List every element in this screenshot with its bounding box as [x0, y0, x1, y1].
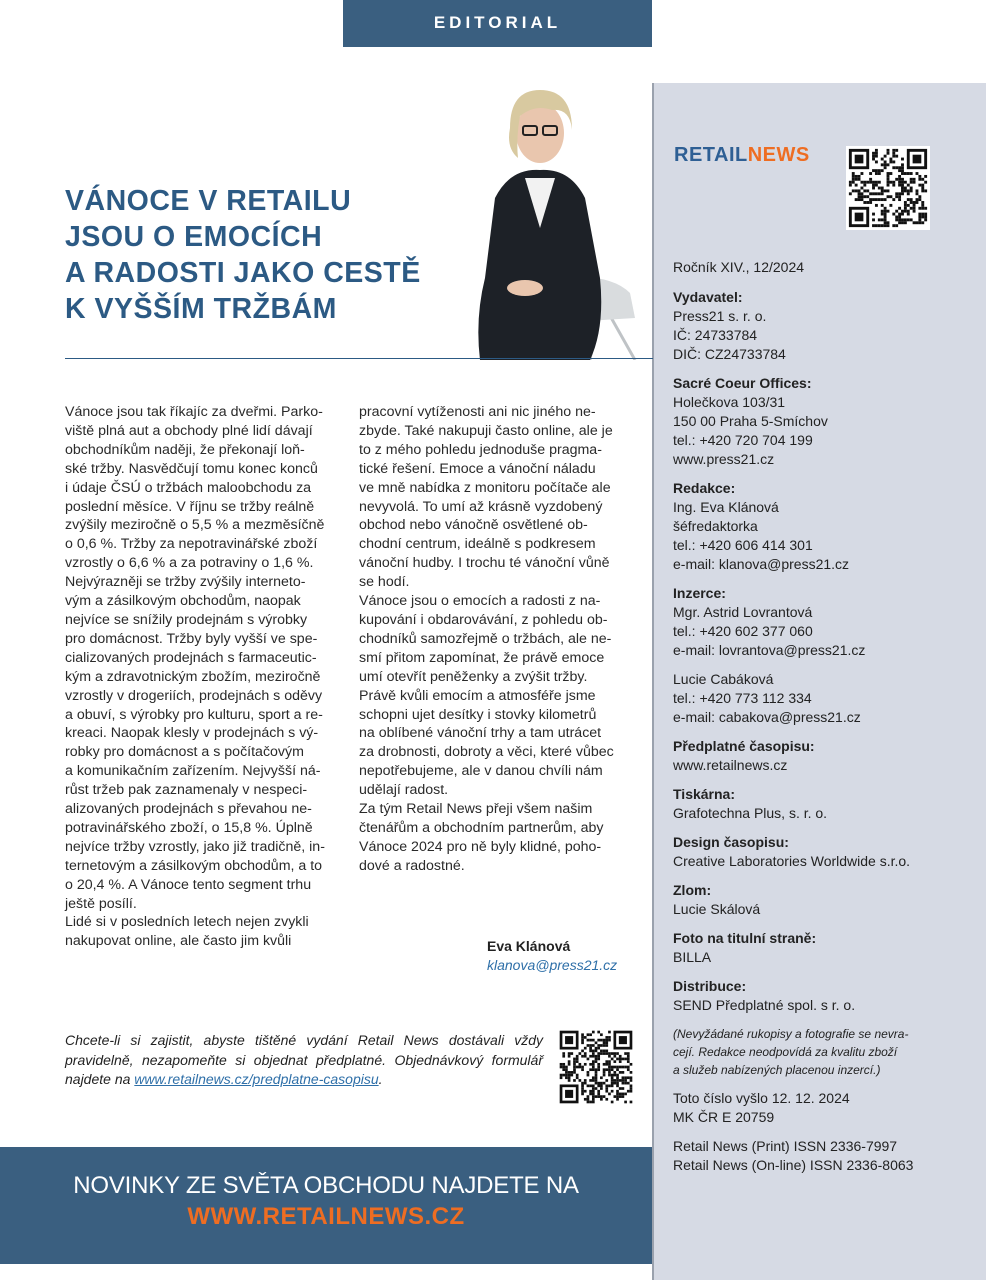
- article-line: alizovaných prodejnách s převahou ne-: [65, 801, 312, 818]
- editorial-line: tel.: +420 606 414 301: [673, 537, 813, 553]
- article-line: kreaci. Naopak klesly v prodejnách s vý-: [65, 725, 319, 742]
- article-line: vánoční hudby. I trochu té vánoční vůně: [359, 555, 610, 572]
- article-line: umí otevřít peněženky a zvýšit tržby.: [359, 668, 588, 685]
- signature-email[interactable]: klanova@press21.cz: [487, 957, 618, 973]
- cover-block: [673, 929, 963, 967]
- ads-line: Lucie Cabáková: [673, 671, 774, 687]
- subscription-notice: [65, 1031, 543, 1090]
- office-line: tel.: +420 720 704 199: [673, 432, 813, 448]
- article-line: obchod nebo vánočně osvětlené ob-: [359, 517, 588, 534]
- subscription-link[interactable]: www.retailnews.cz/predplatne-casopisu: [134, 1071, 379, 1087]
- article-line: zbyde. Také nakupuji často online, ale je: [359, 422, 613, 439]
- article-line: za drobnosti, dobroty a věci, které vůbec: [359, 744, 614, 761]
- title-line: A RADOSTI JAKO CESTĚ: [65, 257, 421, 289]
- editorial-line: Ing. Eva Klánová: [673, 499, 779, 515]
- subscription-label: Předplatné časopisu:: [673, 738, 815, 754]
- editorial-line: šéfredaktorka: [673, 518, 758, 534]
- design-block: [673, 833, 963, 871]
- article-line: nevyvolá. To umí až krásně vyzdobený: [359, 498, 603, 515]
- article-line: dové a radostné.: [359, 857, 465, 874]
- qr-code-subscription: [557, 1028, 635, 1106]
- ads-line: Mgr. Astrid Lovrantová: [673, 604, 813, 620]
- article-line: schopni ujet desítky i stovky kilometrů: [359, 706, 597, 723]
- logo-news: NEWS: [747, 144, 810, 166]
- article-line: tické řešení. Emoce a vánoční náladu: [359, 460, 596, 477]
- issn-block: [673, 1137, 963, 1175]
- article-line: vzrostly v drogeriích, prodejnách s oděvy: [65, 687, 323, 704]
- retail-news-logo: [674, 144, 810, 167]
- author-photo: [440, 78, 640, 360]
- release-line: Toto číslo vyšlo 12. 12. 2024: [673, 1090, 850, 1106]
- article-line: Nejvýrazněji se tržby zvýšily interneto-: [65, 574, 306, 591]
- ads-line[interactable]: e-mail: cabakova@press21.cz: [673, 709, 861, 725]
- article-line: cializovaných prodejnách s farmaceutic-: [65, 649, 317, 666]
- article-line: ve mně nabídka z monitoru počítače ale: [359, 479, 611, 496]
- editorial-block: [673, 479, 963, 574]
- article-line: kupování i obdarovávání, z pohledu ob-: [359, 611, 608, 628]
- ads-line: tel.: +420 773 112 334: [673, 690, 812, 706]
- logo-retail: RETAIL: [674, 144, 748, 166]
- article-line: nejvíce tržby vzrostly, jako již tradičně, in-: [65, 838, 325, 855]
- article-line: a obuví, s výrobky pro kulturu, sport a re-: [65, 706, 323, 723]
- distribution-label: Distribuce:: [673, 978, 747, 994]
- ads-line: tel.: +420 602 377 060: [673, 623, 813, 639]
- publisher-line: Press21 s. r. o.: [673, 308, 767, 324]
- publisher-label: Vydavatel:: [673, 289, 743, 305]
- article-line: Vánoce jsou o emocích a radosti z na-: [359, 593, 601, 610]
- design-label: Design časopisu:: [673, 834, 789, 850]
- article-line: vzrostly o 6,6 % a za potraviny o 1,6 %.: [65, 555, 314, 572]
- article-line: o 20,4 %. A Vánoce tento segment trhu: [65, 876, 312, 893]
- article-line: zvýšily meziročně o 5,5 % a mezměsíčně: [65, 517, 325, 534]
- article-line: pro domácnost. Tržby byly vyšší ve spe-: [65, 630, 318, 647]
- notice-end: .: [378, 1071, 383, 1087]
- subscription-block: [673, 737, 963, 775]
- article-line: viště plná aut a obchody plné lidí dávají: [65, 422, 313, 439]
- title-divider: [65, 358, 653, 359]
- article-line: vým a zásilkovým obchodům, naopak: [65, 593, 301, 610]
- distribution-block: [673, 977, 963, 1015]
- disclaimer-line: a služeb nabízených placenou inzercí.): [673, 1063, 881, 1077]
- ads-line[interactable]: e-mail: lovrantova@press21.cz: [673, 642, 866, 658]
- section-tab: EDITORIAL: [343, 0, 652, 47]
- signature: [487, 937, 617, 975]
- qr-code-masthead: [846, 146, 930, 230]
- article-line: poslední měsíce. V říjnu se tržby reálně: [65, 498, 315, 515]
- article-title: [65, 183, 485, 327]
- release-line: MK ČR E 20759: [673, 1109, 775, 1125]
- issn-line: Retail News (On-line) ISSN 2336-8063: [673, 1157, 914, 1173]
- release-block: [673, 1089, 963, 1127]
- office-line[interactable]: www.press21.cz: [673, 451, 775, 467]
- article-line: pracovní vytíženosti ani nic jiného ne-: [359, 404, 596, 420]
- article-line: nepotřebujeme, ale v danou chvíli nám: [359, 763, 603, 780]
- issn-line: Retail News (Print) ISSN 2336-7997: [673, 1138, 898, 1154]
- article-line: se hodí.: [359, 574, 410, 591]
- title-line: JSOU O EMOCÍCH: [65, 221, 323, 253]
- disclaimer-line: cejí. Redakce neodpovídá za kvalitu zboží: [673, 1045, 898, 1059]
- layout-label: Zlom:: [673, 882, 712, 898]
- masthead: [673, 258, 963, 1185]
- qr-code-icon: [557, 1028, 635, 1106]
- banner-headline: NOVINKY ZE SVĚTA OBCHODU NAJDETE NA: [73, 1172, 579, 1199]
- publisher-line: DIČ: CZ24733784: [673, 346, 786, 362]
- cover-value: BILLA: [673, 949, 712, 965]
- article-line: kým a zdravotnickým zbožím, meziročně: [65, 668, 321, 685]
- layout-block: [673, 881, 963, 919]
- ads-label: Inzerce:: [673, 585, 726, 601]
- article-line: robky pro domácnost a s počítačovým: [65, 744, 304, 761]
- banner-url[interactable]: WWW.RETAILNEWS.CZ: [187, 1203, 465, 1230]
- article-line: smí přitom zapomínat, že právě emoce: [359, 649, 605, 666]
- article-line: a komunikačním zařízením. Nejvyšší ná-: [65, 763, 321, 780]
- article-line: potravinářského zboží, o 15,8 %. Úplně: [65, 819, 313, 836]
- layout-value: Lucie Skálová: [673, 901, 761, 917]
- distribution-value: SEND Předplatné spol. s r. o.: [673, 997, 856, 1013]
- article-line: na oblíbené vánoční trhy a tam utrácet: [359, 725, 602, 742]
- print-value: Grafotechna Plus, s. r. o.: [673, 805, 828, 821]
- print-block: [673, 785, 963, 823]
- disclaimer-line: (Nevyžádané rukopisy a fotografie se nevra-: [673, 1027, 909, 1041]
- qr-code-icon: [846, 146, 930, 230]
- office-label: Sacré Coeur Offices:: [673, 375, 812, 391]
- editorial-line[interactable]: e-mail: klanova@press21.cz: [673, 556, 850, 572]
- article-line: ské tržby. Nasvědčují tomu konec konců: [65, 460, 318, 477]
- title-line: K VYŠŠÍM TRŽBÁM: [65, 293, 337, 325]
- ads-block-2: [673, 670, 963, 727]
- article-line: Lidé si v posledních letech nejen zvykli: [65, 914, 309, 931]
- article-line: Vánoce 2024 pro ně byly klidné, poho-: [359, 838, 602, 855]
- ads-block: [673, 584, 963, 660]
- hands: [507, 280, 543, 296]
- article-line: Za tým Retail News přeji všem našim: [359, 801, 593, 818]
- promo-banner: [0, 1147, 652, 1264]
- article-line: obchodníkům naději, že překonají loň-: [65, 441, 305, 458]
- article-line: udělají radost.: [359, 782, 449, 799]
- article-line: růst tržeb pak zaznamenaly v nespeci-: [65, 782, 308, 799]
- office-block: [673, 374, 963, 469]
- publisher-block: [673, 288, 963, 364]
- design-value: Creative Laboratories Worldwide s.r.o.: [673, 853, 911, 869]
- article-line: Právě kvůli emocím a atmosféře jsme: [359, 687, 596, 704]
- office-line: Holečkova 103/31: [673, 394, 786, 410]
- notice-text: Chcete-li si zajistit, abyste tištěné vydání Retail News dostávali vždy pravidelně, nezapomeňte si objednat předplatné. Objednávkový formulář najdete na: [65, 1032, 543, 1087]
- publisher-line: IČ: 24733784: [673, 327, 758, 343]
- article-line: chodní centrum, ideálně s podkresem: [359, 536, 596, 553]
- print-label: Tiskárna:: [673, 786, 735, 802]
- article-line: Vánoce jsou tak říkajíc za dveřmi. Parko-: [65, 404, 323, 420]
- article-column-2: [359, 403, 639, 876]
- article-line: čtenářům a obchodním partnerům, aby: [359, 819, 604, 836]
- editorial-label: Redakce:: [673, 480, 736, 496]
- article-column-1: [65, 403, 345, 951]
- article-line: i údaje ČSÚ o tržbách maloobchodu za: [65, 479, 312, 496]
- cover-label: Foto na titulní straně:: [673, 930, 817, 946]
- subscription-url[interactable]: www.retailnews.cz: [673, 757, 788, 773]
- article-line: to z mého pohledu jednoduše pragma-: [359, 441, 602, 458]
- article-line: ternetovým a zásilkovým obchodům, a to: [65, 857, 323, 874]
- office-line: 150 00 Praha 5-Smíchov: [673, 413, 828, 429]
- article-line: o 0,6 %. Tržby za nepotravinářské zboží: [65, 536, 318, 553]
- article-line: nejvíce se snížily prodejnám s výrobky: [65, 611, 308, 628]
- signature-name: Eva Klánová: [487, 938, 571, 954]
- article-line: nakupovat online, ale často jim kvůli: [65, 933, 292, 950]
- title-line: VÁNOCE V RETAILU: [65, 185, 352, 217]
- issue: Ročník XIV., 12/2024: [673, 259, 805, 275]
- article-line: ještě posílí.: [65, 895, 137, 912]
- article-line: chodníků samozřejmě o tržbách, ale ne-: [359, 630, 612, 647]
- disclaimer: [673, 1025, 963, 1079]
